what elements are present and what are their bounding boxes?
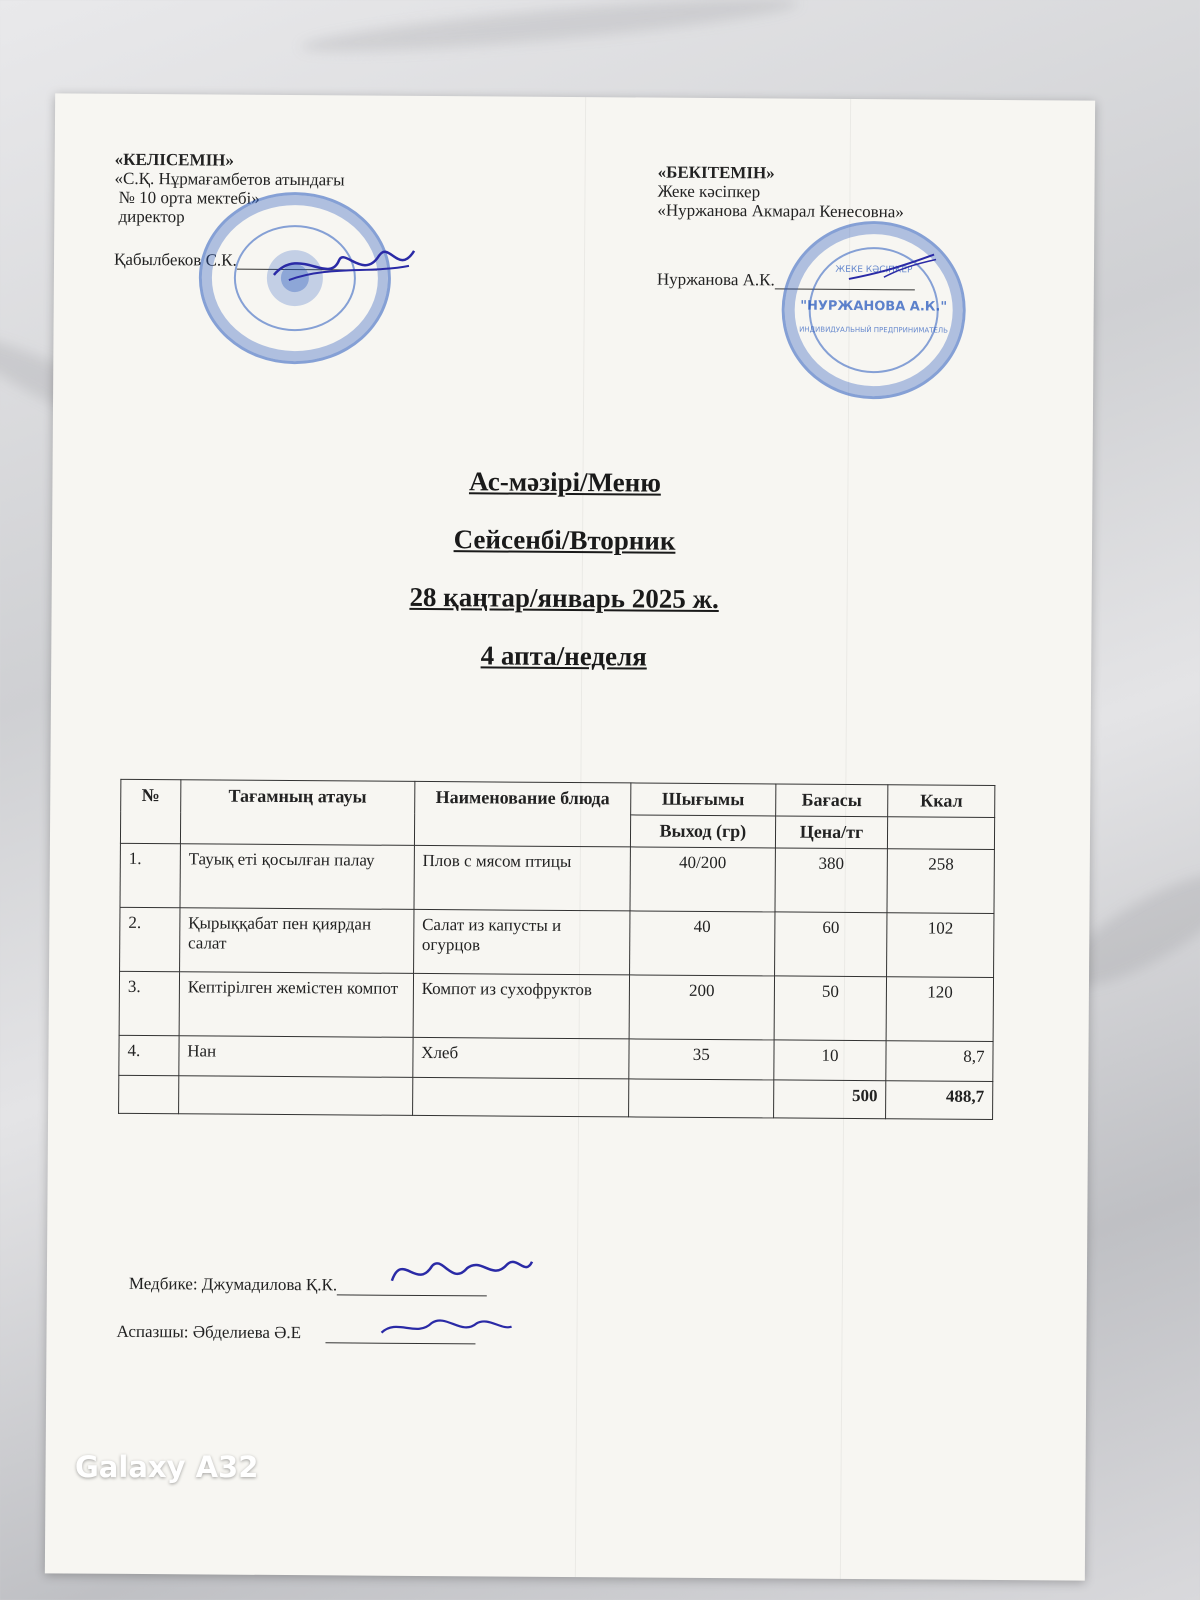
row-name-kz: Қырыққабат пен қиярдан салат	[179, 908, 413, 974]
table-row	[120, 907, 994, 977]
table-row	[120, 843, 994, 913]
row-name-kz: Кептірілген жемістен компот	[179, 972, 413, 1038]
cook-label: Аспазшы: Әбделиева Ә.Е	[116, 1321, 302, 1343]
entrepreneur-seal	[781, 220, 966, 399]
position-director: директор	[114, 206, 185, 227]
header-name-ru: Наименование блюда	[414, 781, 631, 847]
table-total-row	[119, 1075, 993, 1119]
school-name-line1: «С.Қ. Нұрмағамбетов атындағы	[114, 168, 345, 190]
row-name-ru: Хлеб	[413, 1037, 630, 1079]
row-price: 10	[773, 1040, 886, 1081]
menu-titles	[51, 463, 1078, 702]
cook-signature	[376, 1308, 516, 1344]
camera-watermark: Galaxy A32	[75, 1450, 259, 1484]
header-output-ru: Выход (гр)	[630, 815, 775, 848]
director-signature	[269, 235, 419, 296]
row-name-ru: Плов с мясом птицы	[414, 845, 631, 911]
total-kcal: 488,7	[886, 1081, 993, 1120]
seal-inner-bottom: ИНДИВИДУАЛЬНЫЙ ПРЕДПРИНИМАТЕЛЬ	[799, 325, 949, 335]
header-price-kz: Бағасы	[775, 784, 888, 817]
row-output: 35	[629, 1039, 774, 1080]
row-no: 1.	[120, 843, 180, 907]
row-name-ru: Салат из капусты и огурцов	[413, 909, 630, 975]
menu-week: 4 апта/неделя	[480, 640, 647, 672]
header-no: №	[120, 779, 180, 843]
row-kcal: 120	[886, 977, 993, 1042]
header-price-ru: Цена/тг	[775, 816, 888, 849]
seal-name: "НУРЖАНОВА А.К."	[800, 298, 948, 315]
row-price: 380	[775, 848, 888, 913]
row-price: 60	[774, 912, 887, 977]
entrepreneur-signatory: Нуржанова А.К.	[656, 269, 775, 290]
header-kcal: Ккал	[888, 785, 995, 818]
menu-table	[118, 779, 995, 1120]
row-output: 40/200	[630, 847, 775, 912]
school-name-line2: № 10 орта мектебі»	[114, 187, 260, 208]
approval-title-right: «БЕКІТЕМІН»	[657, 162, 775, 183]
table-header-row	[121, 779, 995, 817]
menu-date: 28 қаңтар/январь 2025 ж.	[409, 581, 719, 615]
row-price: 50	[774, 976, 887, 1041]
director-signatory: Қабылбеков С.К.	[113, 249, 237, 270]
entrepreneur-name: «Нуржанова Акмарал Кенесовна»	[657, 200, 904, 222]
header-kcal-empty	[888, 817, 995, 850]
row-no: 3.	[119, 971, 179, 1035]
row-name-kz: Нан	[179, 1036, 413, 1078]
row-no: 4.	[119, 1035, 179, 1075]
total-price: 500	[773, 1080, 886, 1119]
row-output: 40	[630, 911, 775, 976]
row-kcal: 102	[887, 913, 994, 978]
row-no: 2.	[120, 907, 180, 971]
document-sheet	[45, 93, 1095, 1580]
table-row	[119, 971, 993, 1041]
entrepreneur-label: Жеке кәсіпкер	[657, 181, 761, 202]
row-kcal: 8,7	[886, 1041, 993, 1082]
header-output-kz: Шығымы	[631, 783, 776, 816]
row-name-ru: Компот из сухофруктов	[413, 973, 630, 1039]
nurse-label: Медбике: Джумадилова Қ.К.	[128, 1273, 338, 1295]
entrepreneur-signature	[844, 249, 944, 290]
menu-day: Сейсенбі/Вторник	[453, 524, 676, 556]
row-output: 200	[629, 975, 774, 1040]
menu-title: Ас-мәзірі/Меню	[468, 466, 662, 498]
row-name-kz: Тауық еті қосылған палау	[180, 844, 414, 910]
table-row	[119, 1035, 993, 1081]
approval-title-left: «КЕЛІСЕМІН»	[114, 149, 235, 170]
seal-inner-top: ЖЕКЕ КӘСІПКЕР	[835, 264, 913, 276]
row-kcal: 258	[887, 849, 994, 914]
nurse-signature	[387, 1246, 537, 1297]
header-name-kz: Тағамның атауы	[180, 780, 414, 846]
